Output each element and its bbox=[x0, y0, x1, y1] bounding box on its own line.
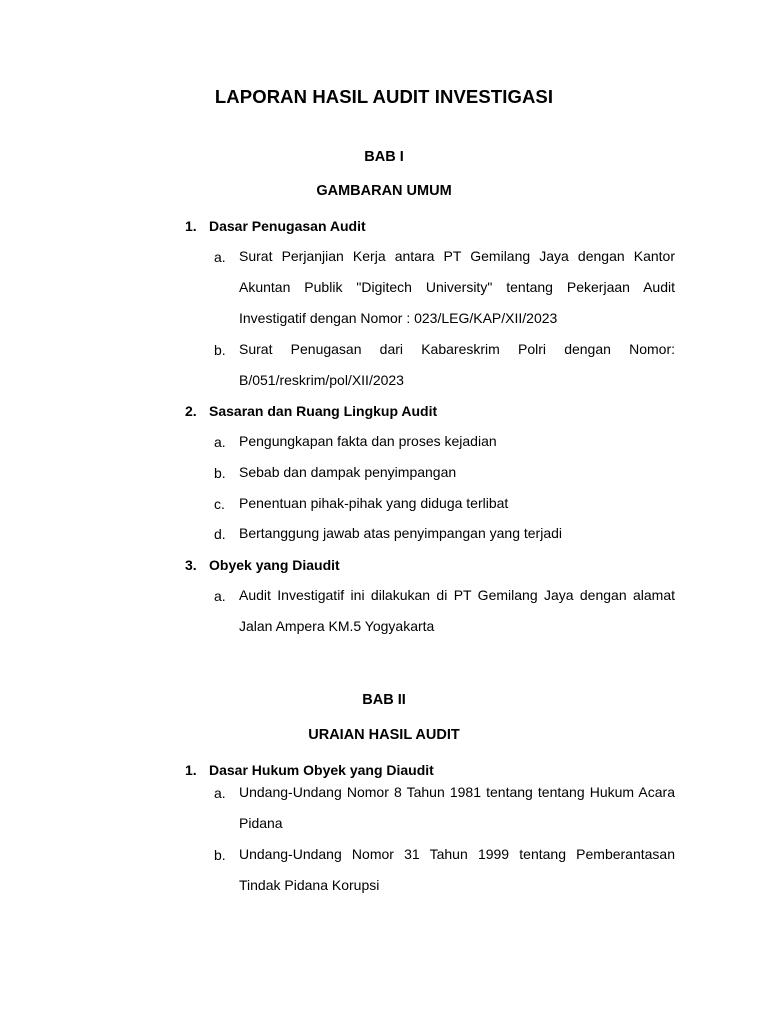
section-number: 3. bbox=[185, 557, 197, 573]
item-letter: b. bbox=[214, 847, 226, 863]
item-letter: a. bbox=[214, 249, 226, 265]
item-letter: b. bbox=[214, 465, 226, 481]
item-text: Sebab dan dampak penyimpangan bbox=[239, 464, 457, 480]
section-title: Sasaran dan Ruang Lingkup Audit bbox=[209, 403, 438, 419]
item-text: Surat Penugasan dari Kabareskrim Polri dengan Nomor: B/051/reskrim/pol/XII/2023 bbox=[239, 341, 675, 388]
section-number: 1. bbox=[185, 218, 197, 234]
list-item bbox=[214, 465, 675, 488]
item-text: Undang-Undang Nomor 8 Tahun 1981 tentang tentang Hukum Acara Pidana bbox=[239, 784, 675, 831]
section-title: Dasar Penugasan Audit bbox=[209, 218, 366, 234]
list-item bbox=[214, 496, 675, 519]
item-letter: d. bbox=[214, 526, 226, 542]
document-title: LAPORAN HASIL AUDIT INVESTIGASI bbox=[214, 86, 554, 107]
list-item bbox=[214, 847, 675, 901]
item-letter: a. bbox=[214, 434, 226, 450]
item-letter: b. bbox=[214, 342, 226, 358]
bab2-heading: URAIAN HASIL AUDIT bbox=[308, 727, 460, 743]
list-item bbox=[214, 249, 675, 334]
list-item bbox=[214, 434, 675, 457]
item-text: Surat Perjanjian Kerja antara PT Gemilang Jaya dengan Kantor Akuntan Publik "Digitech University" tentang Pekerjaan Audit Investigatif dengan Nomor : 023/LEG/KAP/XII/2023 bbox=[239, 248, 675, 326]
bab2-section-1 bbox=[185, 762, 685, 778]
item-letter: c. bbox=[214, 496, 225, 512]
section-title: Dasar Hukum Obyek yang Diaudit bbox=[209, 762, 434, 778]
list-item bbox=[214, 588, 675, 642]
item-text: Penentuan pihak-pihak yang diduga terlibat bbox=[239, 495, 509, 511]
section-title: Obyek yang Diaudit bbox=[209, 557, 340, 573]
bab1-label: BAB I bbox=[364, 149, 404, 165]
item-text: Audit Investigatif ini dilakukan di PT Gemilang Jaya dengan alamat Jalan Ampera KM.5 Yogyakarta bbox=[239, 587, 675, 634]
bab1-section-2 bbox=[185, 403, 685, 419]
bab2-label: BAB II bbox=[362, 692, 406, 708]
item-text: Undang-Undang Nomor 31 Tahun 1999 tentang Pemberantasan Tindak Pidana Korupsi bbox=[239, 846, 675, 893]
bab1-heading: GAMBARAN UMUM bbox=[316, 183, 452, 199]
list-item bbox=[214, 785, 675, 839]
item-letter: a. bbox=[214, 785, 226, 801]
section-number: 2. bbox=[185, 403, 197, 419]
bab1-section-1 bbox=[185, 218, 685, 234]
list-item bbox=[214, 342, 675, 396]
list-item bbox=[214, 526, 675, 549]
section-number: 1. bbox=[185, 762, 197, 778]
item-letter: a. bbox=[214, 588, 226, 604]
bab1-section-3 bbox=[185, 557, 685, 573]
item-text: Bertanggung jawab atas penyimpangan yang terjadi bbox=[239, 525, 563, 541]
item-text: Pengungkapan fakta dan proses kejadian bbox=[239, 433, 497, 449]
